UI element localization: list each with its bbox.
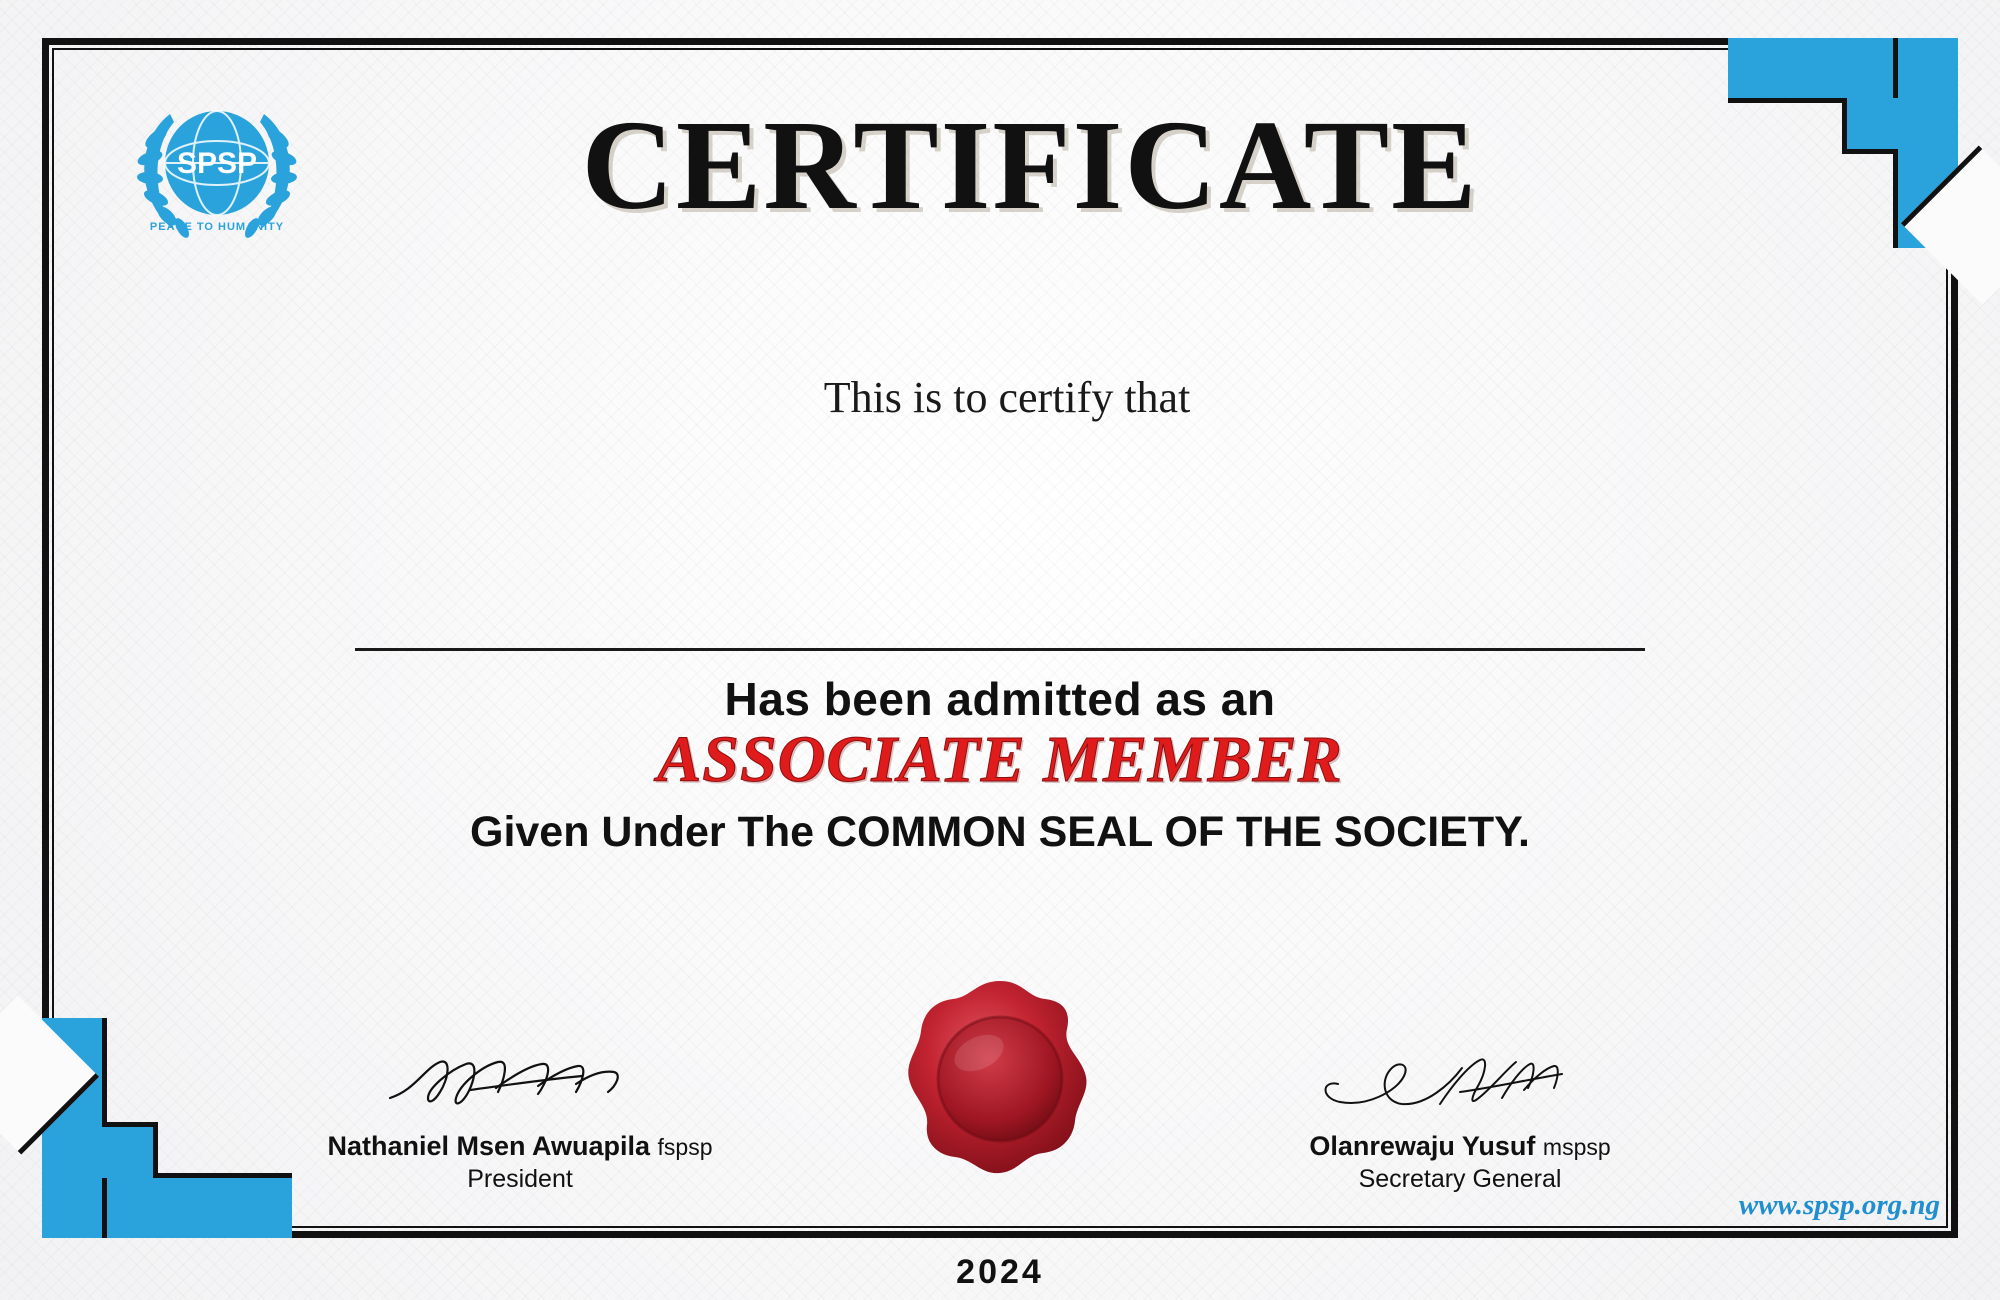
common-seal-line: Given Under The COMMON SEAL OF THE SOCIETY. (470, 808, 1530, 856)
secretary-suffix: mspsp (1542, 1134, 1611, 1160)
admitted-line: Has been admitted as an (724, 673, 1276, 725)
signature-name-president (310, 1131, 730, 1162)
certify-subtitle: This is to certify that (823, 373, 1191, 422)
logo-acronym: SPSP (176, 147, 258, 180)
signature-block-president (310, 1040, 730, 1194)
recipient-rule (355, 648, 1645, 651)
membership-type: ASSOCIATE MEMBER (657, 723, 1343, 796)
signature-image-president (370, 1040, 670, 1120)
year-label: 2024 (956, 1253, 1044, 1291)
wax-seal (895, 975, 1105, 1190)
signature-name-secretary (1250, 1131, 1670, 1162)
president-suffix: fspsp (657, 1134, 713, 1160)
secretary-name: Olanrewaju Yusuf (1309, 1131, 1536, 1161)
signature-block-secretary (1250, 1040, 1670, 1194)
website-link[interactable]: www.spsp.org.ng (1738, 1189, 1940, 1221)
logo-motto: PEACE TO HUMANITY (149, 221, 285, 233)
president-name: Nathaniel Msen Awuapila (327, 1131, 651, 1161)
signature-role-secretary: Secretary General (1358, 1165, 1562, 1193)
page-title: CERTIFICATE (581, 94, 1479, 236)
recipient-name (0, 470, 2000, 530)
signature-image-secretary (1310, 1040, 1610, 1120)
signature-role-president: President (467, 1165, 573, 1193)
